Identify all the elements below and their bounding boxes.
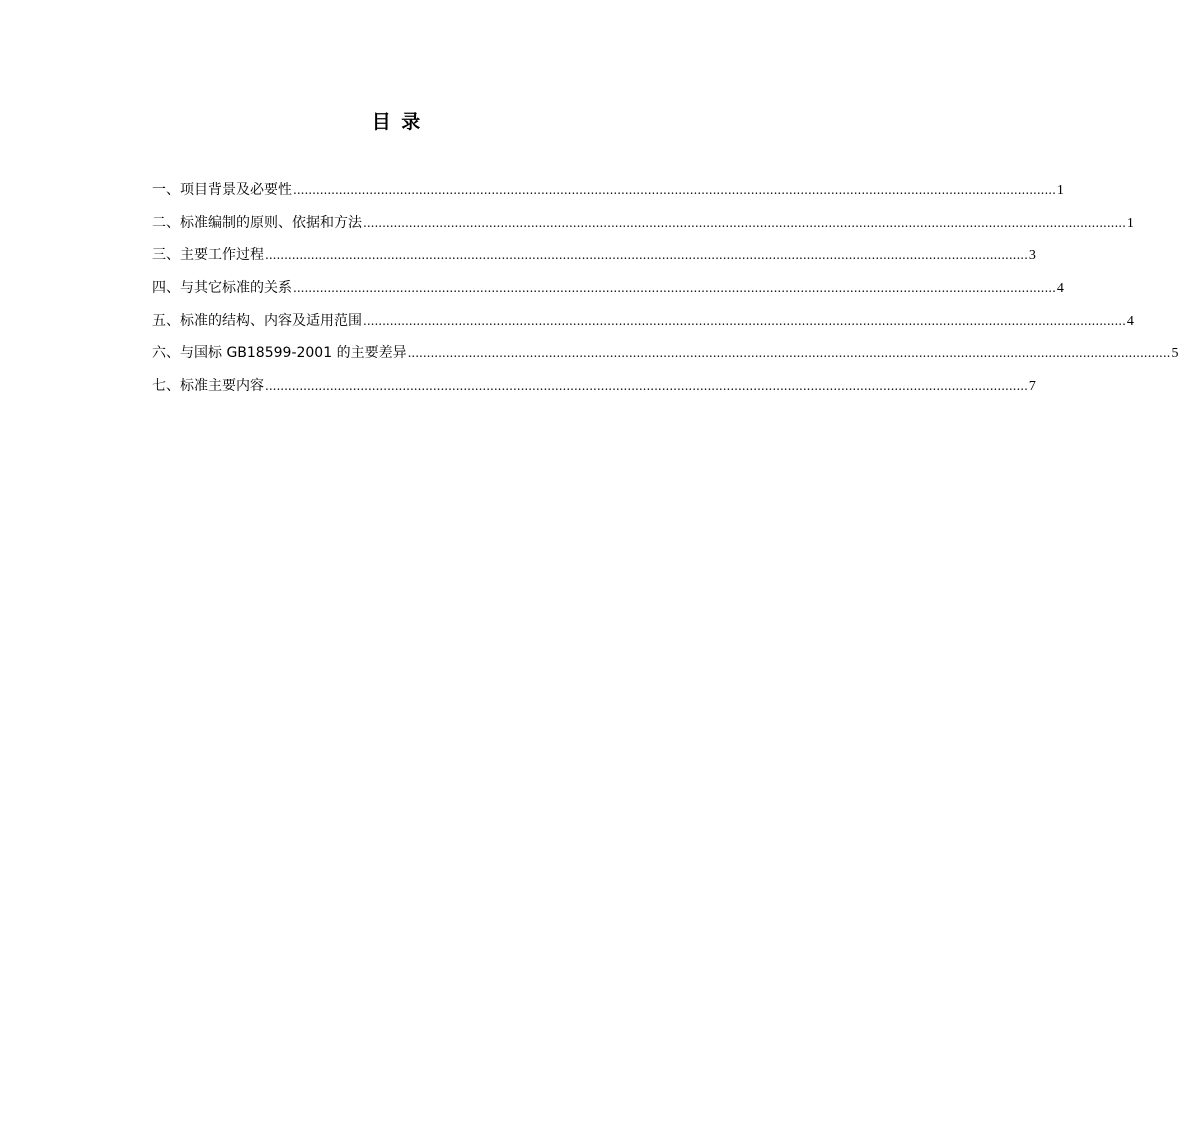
toc-entry-page: 4: [1056, 281, 1064, 297]
toc-leader-dots: ........................................................................................................................................................................................................: [265, 248, 1028, 263]
toc-entry-page: 5: [1171, 346, 1178, 362]
toc-entry[interactable]: [152, 241, 1036, 274]
toc-entry[interactable]: [152, 209, 1134, 242]
toc-entry-label: 三、主要工作过程: [152, 247, 264, 264]
toc-entry[interactable]: [152, 176, 1064, 209]
toc-leader-dots: ........................................................................................................................................................................................................: [363, 215, 1126, 230]
toc-entry-label: 二、标准编制的原则、依据和方法: [152, 214, 362, 231]
toc-entry-label: 四、与其它标准的关系: [152, 280, 292, 297]
toc-entry[interactable]: [152, 274, 1064, 307]
toc-entry[interactable]: [152, 372, 1036, 405]
toc-entry[interactable]: [152, 339, 1178, 372]
toc-leader-dots: ........................................................................................................................................................................................................: [293, 183, 1056, 197]
toc-entry-label: 七、标准主要内容: [152, 378, 264, 395]
toc-entry-page: 1: [1126, 215, 1134, 231]
toc-entry-page: 3: [1028, 248, 1036, 264]
toc-leader-dots: ........................................................................................................................................................................................................: [265, 379, 1028, 394]
toc-leader-dots: ........................................................................................................................................................................................................: [363, 313, 1126, 328]
toc-entry-label: 六、与国标 GB18599-2001 的主要差异: [152, 345, 407, 362]
toc-leader-dots: ........................................................................................................................................................................................................: [407, 346, 1171, 361]
toc-entry[interactable]: [152, 307, 1134, 340]
toc-entry-page: 7: [1028, 379, 1036, 395]
toc-entry-label: 五、标准的结构、内容及适用范围: [152, 312, 362, 329]
toc-entry-label: 一、项目背景及必要性: [152, 182, 292, 198]
toc-entry-page: 4: [1126, 313, 1134, 329]
table-of-contents: [152, 176, 1178, 405]
toc-entry-page: 1: [1056, 183, 1064, 198]
toc-title: 目 录: [371, 111, 423, 133]
toc-leader-dots: ........................................................................................................................................................................................................: [293, 281, 1056, 296]
